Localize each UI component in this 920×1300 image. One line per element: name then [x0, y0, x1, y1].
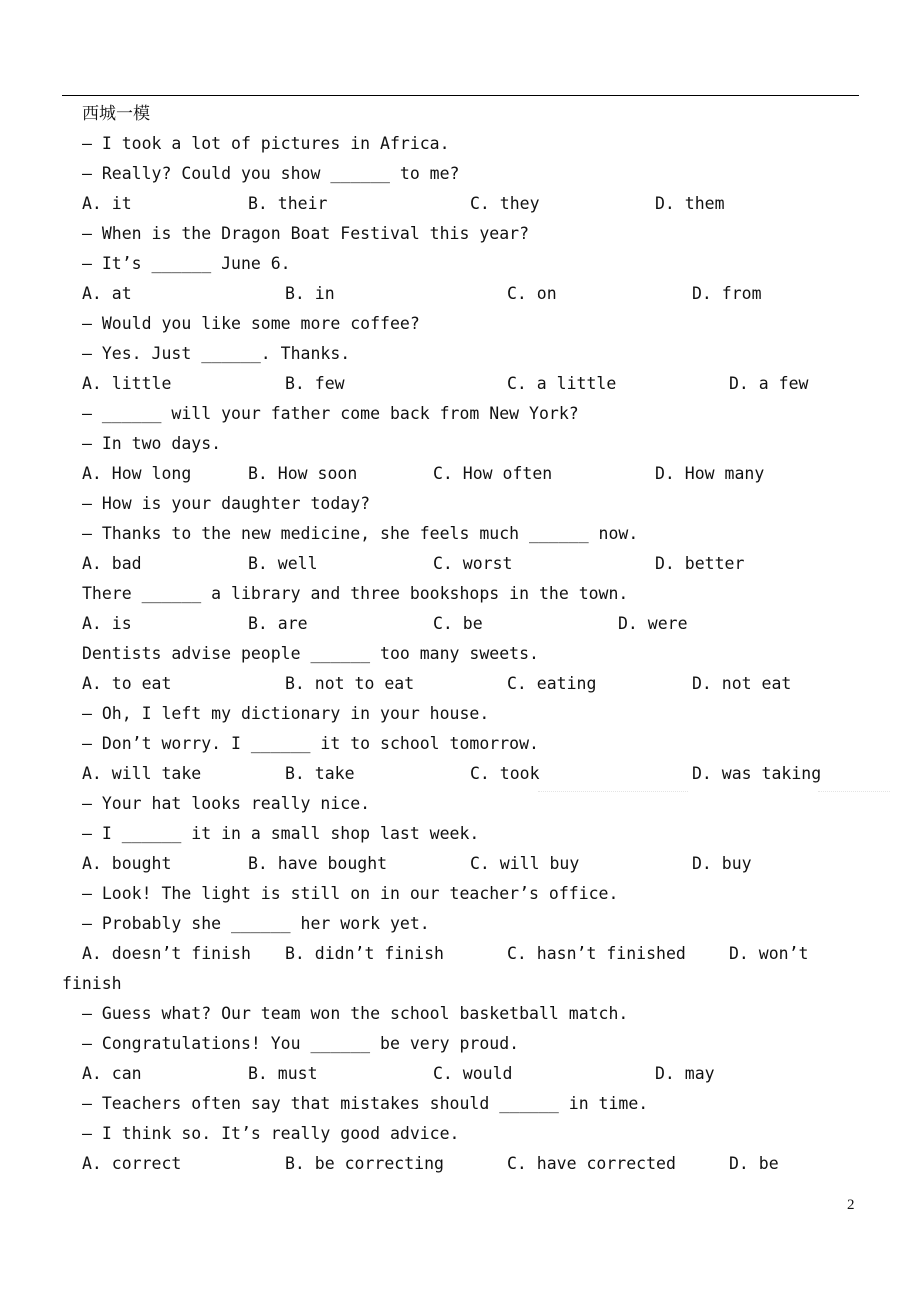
question-8-line-1: — Oh, I left my dictionary in your house.: [82, 704, 490, 723]
question-12-option-d: D. be: [729, 1154, 779, 1173]
question-8-option-d: D. was taking: [692, 764, 822, 783]
question-10-option-d: D. won’t: [729, 944, 809, 963]
question-9-option-d: D. buy: [692, 854, 752, 873]
question-9-option-b: B. have bought: [248, 854, 388, 873]
faint-divider-right: [818, 791, 890, 793]
question-2-option-b: B. in: [285, 284, 335, 303]
question-11-line-1: — Guess what? Our team won the school basketball match.: [82, 1004, 629, 1023]
question-8-option-b: B. take: [285, 764, 355, 783]
question-9-line-1: — Your hat looks really nice.: [82, 794, 371, 813]
question-8-option-c: C. took: [470, 764, 540, 783]
question-12-line-2: — I think so. It’s really good advice.: [82, 1124, 460, 1143]
question-11-option-b: B. must: [248, 1064, 318, 1083]
question-4-option-d: D. How many: [655, 464, 765, 483]
question-4-option-a: A. How long: [82, 464, 192, 483]
question-7-option-a: A. to eat: [82, 674, 172, 693]
question-11-line-2: — Congratulations! You ______ be very proud.: [82, 1034, 520, 1053]
question-3-option-d: D. a few: [729, 374, 809, 393]
question-1-line-2: — Really? Could you show ______ to me?: [82, 164, 460, 183]
question-5-option-c: C. worst: [433, 554, 513, 573]
question-11-option-d: D. may: [655, 1064, 715, 1083]
question-6-option-b: B. are: [248, 614, 308, 633]
question-3-option-c: C. a little: [507, 374, 617, 393]
question-12-option-a: A. correct: [82, 1154, 182, 1173]
section-title: 西城一模: [82, 104, 150, 124]
question-5-line-2: — Thanks to the new medicine, she feels much ______ now.: [82, 524, 639, 543]
question-7-option-c: C. eating: [507, 674, 597, 693]
question-4-line-1: — ______ will your father come back from New York?: [82, 404, 579, 423]
question-12-option-c: C. have corrected: [507, 1154, 676, 1173]
question-10-option-d-wrap: finish: [62, 974, 122, 993]
question-7-option-b: B. not to eat: [285, 674, 415, 693]
question-9-line-2: — I ______ it in a small shop last week.: [82, 824, 480, 843]
question-11-option-a: A. can: [82, 1064, 142, 1083]
page-number: 2: [847, 1197, 855, 1213]
question-7-option-d: D. not eat: [692, 674, 792, 693]
question-6-option-c: C. be: [433, 614, 483, 633]
question-6-option-a: A. is: [82, 614, 132, 633]
question-2-option-a: A. at: [82, 284, 132, 303]
question-10-option-b: B. didn’t finish: [285, 944, 444, 963]
question-2-line-2: — It’s ______ June 6.: [82, 254, 291, 273]
question-10-line-2: — Probably she ______ her work yet.: [82, 914, 430, 933]
question-8-line-2: — Don’t worry. I ______ it to school tomorrow.: [82, 734, 539, 753]
question-4-line-2: — In two days.: [82, 434, 222, 453]
question-7-line-1: Dentists advise people ______ too many sweets.: [82, 644, 539, 663]
question-1-option-d: D. them: [655, 194, 725, 213]
question-2-option-c: C. on: [507, 284, 557, 303]
question-12-line-1: — Teachers often say that mistakes should ______ in time.: [82, 1094, 649, 1113]
question-10-line-1: — Look! The light is still on in our teacher’s office.: [82, 884, 619, 903]
question-2-option-d: D. from: [692, 284, 762, 303]
question-4-option-b: B. How soon: [248, 464, 358, 483]
question-5-option-d: D. better: [655, 554, 745, 573]
question-10-option-a: A. doesn’t finish: [82, 944, 251, 963]
question-1-option-b: B. their: [248, 194, 328, 213]
question-6-line-1: There ______ a library and three bookshops in the town.: [82, 584, 629, 603]
question-12-option-b: B. be correcting: [285, 1154, 444, 1173]
question-3-line-2: — Yes. Just ______. Thanks.: [82, 344, 351, 363]
question-5-option-b: B. well: [248, 554, 318, 573]
question-1-option-c: C. they: [470, 194, 540, 213]
question-2-line-1: — When is the Dragon Boat Festival this year?: [82, 224, 530, 243]
question-5-line-1: — How is your daughter today?: [82, 494, 371, 513]
question-1-line-1: — I took a lot of pictures in Africa.: [82, 134, 450, 153]
question-5-option-a: A. bad: [82, 554, 142, 573]
question-10-option-c: C. hasn’t finished: [507, 944, 686, 963]
question-1-option-a: A. it: [82, 194, 132, 213]
faint-divider-left: [538, 791, 688, 793]
question-9-option-c: C. will buy: [470, 854, 580, 873]
question-9-option-a: A. bought: [82, 854, 172, 873]
header-rule: [62, 95, 859, 96]
question-4-option-c: C. How often: [433, 464, 553, 483]
question-6-option-d: D. were: [618, 614, 688, 633]
question-11-option-c: C. would: [433, 1064, 513, 1083]
question-3-line-1: — Would you like some more coffee?: [82, 314, 420, 333]
question-3-option-a: A. little: [82, 374, 172, 393]
question-3-option-b: B. few: [285, 374, 345, 393]
question-8-option-a: A. will take: [82, 764, 202, 783]
